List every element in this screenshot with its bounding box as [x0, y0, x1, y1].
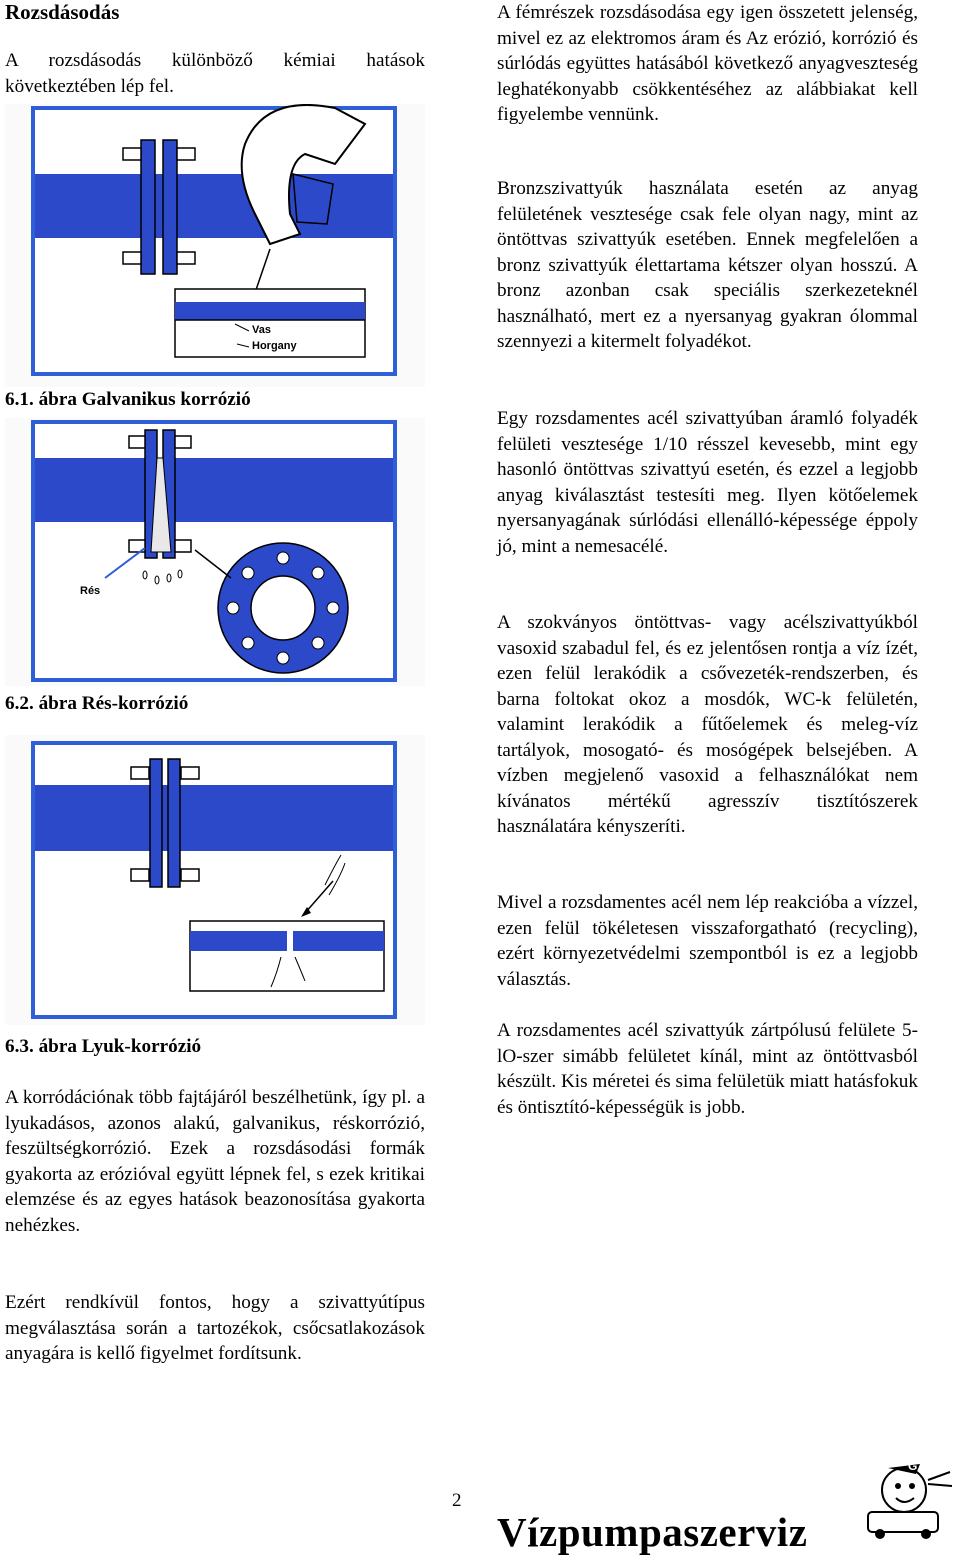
fittings-paragraph: Ezért rendkívül fontos, hogy a szivattyútípus megválasztása során a tartozékok, csőcsatlakozások anyagára is kellő figyelmet fordítsunk.	[5, 1292, 425, 1364]
galvanic-corrosion-illustration	[5, 104, 425, 387]
right-paragraph-3: Egy rozsdamentes acél szivattyúban áramló folyadék felületi vesztesége 1/10 résszel kevesebb, mint egy hasonló öntöttvas szivattyú esetén, és ezzel a legjobb anyag kiválasztást testesíti meg. Ilyen kötőelemek nyersanyagának súrlódási ellenálló-képessége éppoly jó, mint a nemesacélé.	[497, 408, 918, 557]
right-paragraph-1: A fémrészek rozsdásodása egy igen összetett jelenség, mivel ez az elektromos áram és Az erózió, korrózió és súrlódás együttes hatásából következő anyagveszteség leghatékonyabb csökkentéséhez az alábbiakat kell figyelembe vennünk.	[497, 2, 918, 125]
label-horgany: Horgany	[252, 340, 297, 352]
page-title: Rozsdásodás	[5, 0, 120, 24]
mascot-pump-icon	[858, 1450, 956, 1540]
right-paragraph-6: A rozsdamentes acél szivattyúk zártpólusú felülete 5-lO-szer simább felületet kínál, mint az öntöttvasból készült. Kis méretei és sima felületük miatt hatásfokuk és öntisztító-képességük is jobb.	[497, 1020, 918, 1118]
intro-paragraph: A rozsdásodás különböző kémiai hatások következtében lép fel.	[5, 50, 425, 97]
pitting-corrosion-illustration	[5, 735, 425, 1025]
mascot-logo	[858, 1450, 956, 1545]
figure-1-caption: 6.1. ábra Galvanikus korrózió	[5, 389, 251, 410]
corrosion-types-paragraph: A korródációnak több fajtájáról beszélhetünk, így pl. a lyukadásos, azonos alakú, galvanikus, réskorrózió, feszültségkorrózió. Ezek a rozsdásodási formák gyakorta az erózióval együtt lépnek fel, s ezek kritikai elemzése és az egyes hatások beazonosítása gyakorta nehézkes.	[5, 1087, 425, 1236]
right-paragraph-5: Mivel a rozsdamentes acél nem lép reakcióba a vízzel, ezen felül tökéletesen visszaforgatható (recycling), ezért környezetvédelmi szempontból is ez a legjobb választás.	[497, 892, 918, 990]
figure-3-caption: 6.3. ábra Lyuk-korrózió	[5, 1036, 202, 1057]
brand-name: Vízpumpaszerviz	[497, 1509, 808, 1555]
figure-galvanic-corrosion	[5, 104, 425, 387]
figure-crevice-corrosion	[5, 418, 425, 686]
label-res: Rés	[80, 585, 101, 597]
page-number: 2	[452, 1490, 462, 1511]
label-vas: Vas	[252, 324, 271, 336]
right-paragraph-4: A szokványos öntöttvas- vagy acélszivattyúkból vasoxid szabadul fel, és ez jelentősen rontja a víz ízét, ezen felül lerakódik a csővezeték-rendszerben, és barna foltokat okoz a mosdók, WC-k felületén, valamint lerakódik a fűtőelemek és meleg-víz tartályok, mosogató- és mosógépek belsejében. A vízben megjelenő vasoxid a felhasználókat nem kívánatos mértékű agresszív tisztítószerek használatára kényszeríti.	[497, 612, 918, 837]
figure-2-caption: 6.2. ábra Rés-korrózió	[5, 693, 189, 714]
crevice-corrosion-illustration	[5, 418, 425, 686]
right-paragraph-2: Bronzszivattyúk használata esetén az anyag felületének vesztesége csak fele olyan nagy, mint az öntöttvas szivattyúk esetében. Ennek megfelelően a bronz szivattyúk élettartama kétszer olyan hosszú. A bronz azonban csak speciális szerkezeteknél használható, mert ez a nyersanyag gyakran ólommal szennyezi a kitermelt folyadékot.	[497, 178, 918, 352]
figure-pitting-corrosion	[5, 735, 425, 1025]
svg-text:G: G	[908, 1459, 918, 1473]
